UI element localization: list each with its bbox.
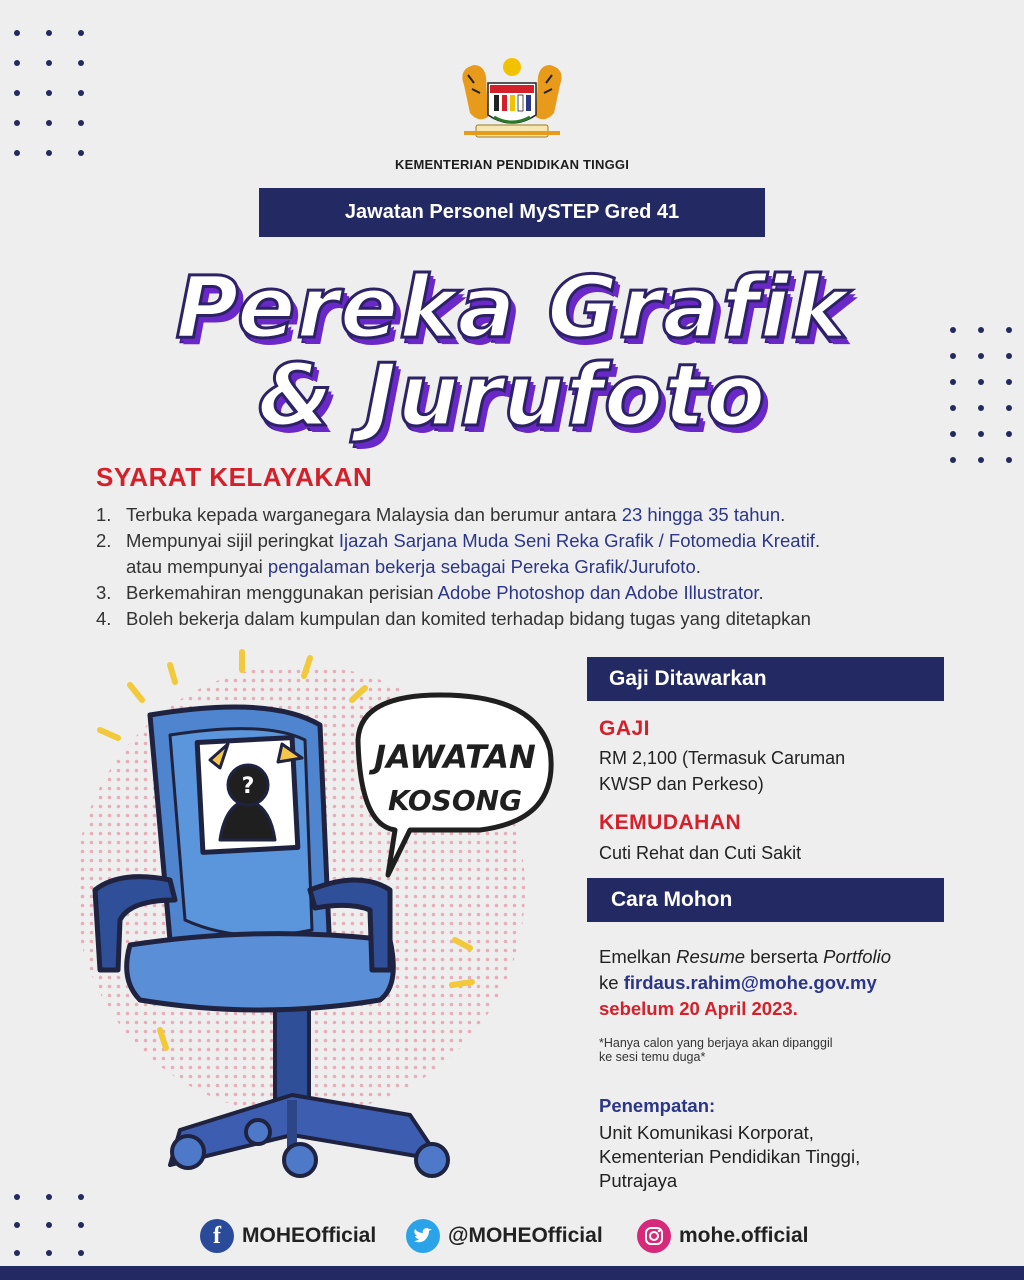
job-title-line2: & Jurufoto <box>257 346 767 446</box>
requirement-item: 1. Terbuka kepada warganegara Malaysia dan berumur antara 23 hingga 35 tahun. <box>96 504 786 525</box>
requirement-item: 4. Boleh bekerja dalam kumpulan dan komited terhadap bidang tugas yang ditetapkan <box>96 608 811 629</box>
application-deadline: sebelum 20 April 2023. <box>599 998 798 1019</box>
facebook-icon: f <box>200 1219 234 1253</box>
twitter-link[interactable]: @MOHEOfficial <box>406 1219 603 1253</box>
salary-heading: Gaji Ditawarkan <box>609 667 767 690</box>
requirement-item: 2. Mempunyai sijil peringkat Ijazah Sarjana Muda Seni Reka Grafik / Fotomedia Kreatif. <box>96 530 821 551</box>
kemudahan-label: KEMUDAHAN <box>599 811 742 834</box>
interview-note: *Hanya calon yang berjaya akan dipanggil ke sesi temu duga* <box>599 1036 833 1064</box>
apply-instructions: Emelkan Resume berserta Portfolio ke firdaus.rahim@mohe.gov.my sebelum 20 April 2023. <box>599 944 891 1022</box>
requirements-heading: SYARAT KELAYAKAN <box>96 462 373 492</box>
position-grade-banner <box>259 188 765 237</box>
gaji-label: GAJI <box>599 717 651 740</box>
unknown-person-badge: ? <box>241 774 255 799</box>
instagram-link[interactable]: mohe.official <box>637 1219 809 1253</box>
apply-heading: Cara Mohon <box>611 888 733 911</box>
position-grade-text: Jawatan Personel MySTEP Gred 41 <box>344 201 680 223</box>
kemudahan-value: Cuti Rehat dan Cuti Sakit <box>599 843 802 863</box>
dot-grid-bottom-left <box>14 1194 84 1256</box>
bubble-text-jawatan: JAWATAN <box>374 738 536 776</box>
apply-heading-bar <box>587 878 944 922</box>
facebook-link[interactable]: f MOHEOfficial <box>200 1219 376 1253</box>
instagram-icon <box>637 1219 671 1253</box>
footer-bar <box>0 1266 1024 1280</box>
requirements-list <box>96 502 820 632</box>
requirement-item: 3. Berkemahiran menggunakan perisian Adobe Photoshop dan Adobe Illustrator. <box>96 582 764 603</box>
bubble-text-kosong: KOSONG <box>387 784 523 817</box>
job-title-line1: Pereka Grafik <box>175 258 849 358</box>
placement-address: Unit Komunikasi Korporat, Kementerian Pendidikan Tinggi, Putrajaya <box>599 1122 861 1191</box>
gaji-line-2: KWSP dan Perkeso) <box>599 774 764 794</box>
gaji-line-1: RM 2,100 (Termasuk Caruman <box>599 748 846 768</box>
chair-illustration <box>60 640 580 1195</box>
dot-grid-top-left <box>14 30 84 156</box>
ministry-name: KEMENTERIAN PENDIDIKAN TINGGI <box>394 157 630 172</box>
twitter-icon <box>406 1219 440 1253</box>
requirement-item: atau mempunyai pengalaman bekerja sebagai Pereka Grafik/Jurufoto. <box>126 556 701 577</box>
application-email-link[interactable]: firdaus.rahim@mohe.gov.my <box>623 972 877 993</box>
placement-label: Penempatan: <box>599 1095 716 1116</box>
coat-of-arms-logo <box>450 55 574 145</box>
salary-heading-bar <box>587 657 944 701</box>
gaji-value <box>599 745 845 797</box>
